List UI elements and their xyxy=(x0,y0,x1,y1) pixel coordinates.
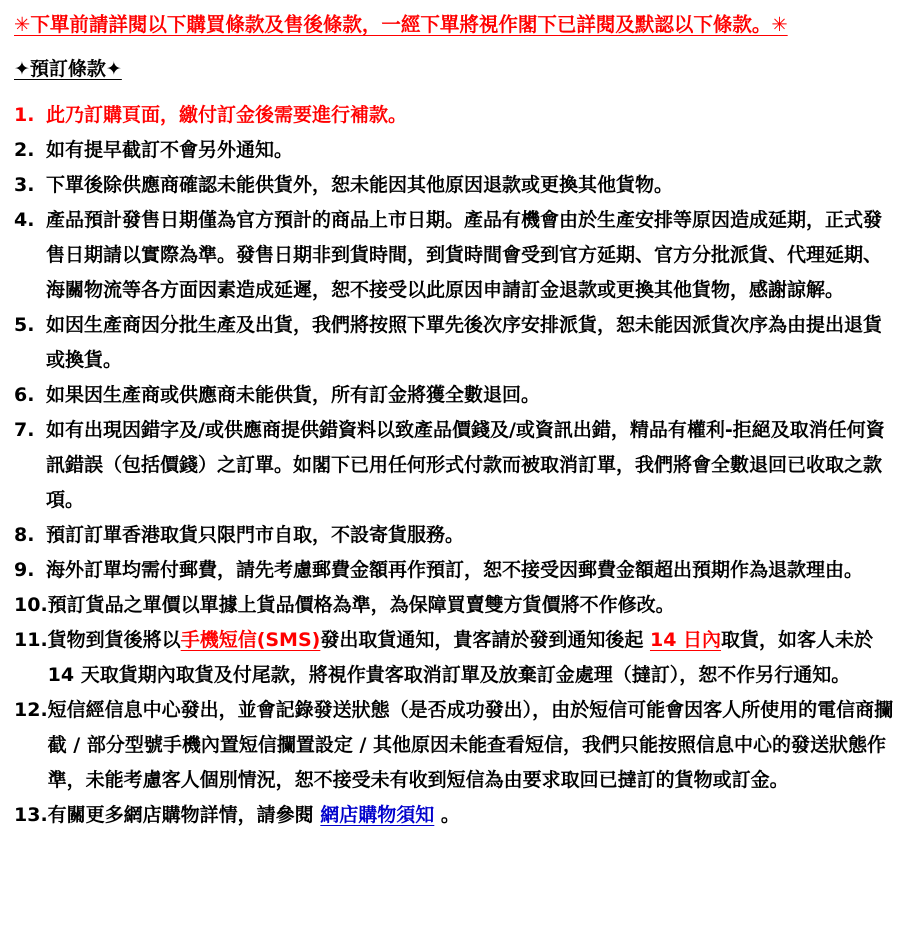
term-item xyxy=(14,413,899,518)
term-text-segment: 預訂訂單香港取貨只限門市自取，不設寄貨服務。 xyxy=(46,523,465,546)
term-text xyxy=(46,413,899,518)
term-number: 4. xyxy=(14,208,35,231)
term-text-segment: 預訂貨品之單價以單據上貨品價格為準，為保障買賣雙方貨價將不作修改。 xyxy=(47,593,675,616)
term-item xyxy=(14,623,899,693)
term-text-segment: 取貨，如客人未於 14 天取貨期內取貨及付尾款，將視作貴客取消訂單及放棄訂金處理（撻訂），恕不作另行通知。 xyxy=(47,628,874,686)
term-text xyxy=(46,378,899,413)
terms-list xyxy=(14,98,899,833)
term-number: 6. xyxy=(14,383,35,406)
shop-notice-link[interactable]: 網店購物須知 xyxy=(320,803,435,826)
term-number: 8. xyxy=(14,523,35,546)
term-item xyxy=(14,133,899,168)
term-item xyxy=(14,588,899,623)
term-text-segment: 如因生產商因分批生產及出貨，我們將按照下單先後次序安排派貨，恕未能因派貨次序為由提出退貨或換貨。 xyxy=(46,313,883,371)
section-title-preorder-terms: ✦預訂條款✦ xyxy=(14,58,122,81)
term-text-segment: 海外訂單均需付郵費，請先考慮郵費金額再作預訂，恕不接受因郵費金額超出預期作為退款理由。 xyxy=(46,558,864,581)
term-text-segment: 發出取貨通知，貴客請於發到通知後起 xyxy=(320,628,650,651)
term-item xyxy=(14,168,899,203)
term-text xyxy=(48,693,899,798)
term-number: 5. xyxy=(14,313,35,336)
term-text-segment: 下單後除供應商確認未能供貨外，恕未能因其他原因退款或更換其他貨物。 xyxy=(46,173,674,196)
term-text xyxy=(46,133,899,168)
term-number: 10. xyxy=(14,593,48,616)
term-number: 2. xyxy=(14,138,35,161)
highlighted-text: 14 日內 xyxy=(649,628,722,651)
term-text-segment: 。 xyxy=(434,803,460,826)
term-text-segment: 有關更多網店購物詳情，請參閱 xyxy=(47,803,321,826)
term-number: 9. xyxy=(14,558,35,581)
term-text xyxy=(46,308,899,378)
term-item xyxy=(14,518,899,553)
term-number: 1. xyxy=(14,103,35,126)
purchase-notice-title: ✳下單前請詳閱以下購買條款及售後條款，一經下單將視作閣下已詳閱及默認以下條款。✳ xyxy=(14,13,788,36)
term-number: 13. xyxy=(14,803,48,826)
term-text-segment: 此乃訂購頁面，繳付訂金後需要進行補款。 xyxy=(46,103,408,126)
term-text-segment: 如有提早截訂不會另外通知。 xyxy=(46,138,294,161)
term-text xyxy=(48,623,899,693)
term-number: 12. xyxy=(14,698,48,721)
term-text-segment: 貨物到貨後將以 xyxy=(47,628,181,651)
term-item xyxy=(14,693,899,798)
term-text xyxy=(46,168,899,203)
term-item xyxy=(14,378,899,413)
term-item xyxy=(14,203,899,308)
highlighted-text: 手機短信(SMS) xyxy=(180,628,321,651)
terms-page xyxy=(14,10,899,833)
term-text-segment: 短信經信息中心發出，並會記錄發送狀態（是否成功發出），由於短信可能會因客人所使用的電信商攔截 / 部分型號手機內置短信攔置設定 / 其他原因未能查看短信，我們只能按照信息中心的發送狀態作準，未能考慮客人個別情況，恕不接受未有收到短信為由要求取回已撻訂的貨物或訂金。 xyxy=(47,698,894,791)
term-number: 7. xyxy=(14,418,35,441)
term-text xyxy=(46,553,899,588)
term-text xyxy=(46,98,899,133)
term-text xyxy=(46,203,899,308)
term-text xyxy=(48,588,899,623)
term-item xyxy=(14,553,899,588)
term-item xyxy=(14,308,899,378)
term-number: 11. xyxy=(14,628,48,651)
term-item xyxy=(14,98,899,133)
term-text-segment: 如果因生產商或供應商未能供貨，所有訂金將獲全數退回。 xyxy=(46,383,541,406)
term-text xyxy=(48,798,899,833)
term-text-segment: 產品預計發售日期僅為官方預計的商品上市日期。產品有機會由於生產安排等原因造成延期，正式發售日期請以實際為準。發售日期非到貨時間，到貨時間會受到官方延期、官方分批派貨、代理延期、海關物流等各方面因素造成延遲，恕不接受以此原因申請訂金退款或更換其他貨物，感謝諒解。 xyxy=(46,208,883,301)
term-item xyxy=(14,798,899,833)
term-text-segment: 如有出現因錯字及/或供應商提供錯資料以致產品價錢及/或資訊出錯，精品有權利-拒絕及取消任何資訊錯誤（包括價錢）之訂單。如閣下已用任何形式付款而被取消訂單，我們將會全數退回已收取之款項。 xyxy=(46,418,885,511)
term-text xyxy=(46,518,899,553)
term-number: 3. xyxy=(14,173,35,196)
